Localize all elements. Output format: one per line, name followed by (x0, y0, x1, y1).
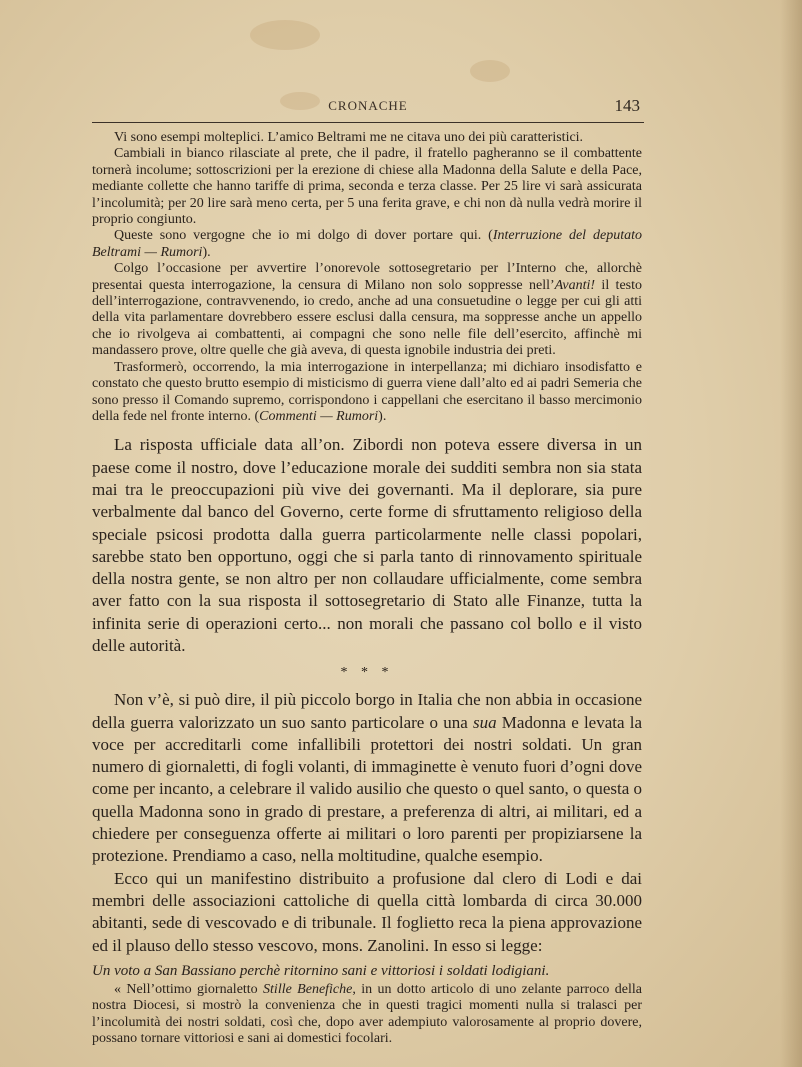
quoted-heading: Un voto a San Bassiano perchè ritornino sani e vittoriosi i soldati lodigiani. (92, 962, 550, 979)
paper-stain (470, 60, 510, 82)
body-paragraph: La risposta ufficiale data all’on. Zibordi non poteva essere diversa in un paese come il nostro, dove l’educazione morale dei sudditi sembra non sia stata mai tra le preoccupazioni più vive dei governanti. Ma il deplorare, sia pure verbalmente dal banco del Governo, certe forme di sfruttamento religioso della speciale psicosi prodotta dalla guerra particolarmente nelle classi popolari, sarebbe stato ben opportuno, oggi che si parla tanto di rinnovamento spirituale della nostra gente, se non altro per non collaudare ufficialmente, come sembra aver fatto con la sua risposta il sottosegretario di Stato alle Finanze, tutta la infinita serie di operazioni certo... non morali che passano col bollo e il visto delle autorità. (92, 435, 642, 655)
italic-text: Stille Benefiche (263, 981, 353, 997)
quote-paragraph (92, 130, 642, 146)
quote-paragraph (92, 360, 642, 426)
running-head: CRONACHE (328, 98, 408, 113)
section-separator: * * * (340, 665, 394, 681)
text-run: Trasformerò, occorrendo, la mia interrogazione in interpellanza; mi dichiaro insodisfatto e constato che questo brutto esempio di misticismo di guerra viene dall’alto ed ai padri Semeria che sono presso il Comando supremo, corrispondono i cappellani che esercitano il basso mercimonio della fede nel fronte interno. ( (92, 359, 642, 424)
italic-text: sua (472, 712, 497, 732)
page-body (92, 130, 642, 1047)
quoted-speech (92, 130, 642, 425)
text-run: Vi sono esempi molteplici. L’amico Beltrami me ne citava uno dei più caratteristici. (114, 130, 584, 145)
quote-paragraph (92, 982, 642, 1048)
paper-stain (250, 20, 320, 50)
quote-paragraph (92, 228, 642, 261)
page-number: 143 (614, 96, 640, 115)
text-run: « Nell’ottimo giornaletto (114, 981, 264, 997)
italic-text: Interruzione del deputato Beltrami — Rumori (92, 228, 642, 260)
body-paragraph: Ecco qui un manifestino distribuito a profusione dal clero di Lodi e dai membri delle associazioni cattoliche di quella città lombarda di circa 30.000 abitanti, sede di vescovado e di tribunale. Il foglietto reca la piena approvazione ed il plauso dello stesso vescovo, mons. Zanolini. In esso si legge: (92, 868, 642, 955)
text-run: ). (202, 244, 211, 260)
quote-paragraph (92, 261, 642, 359)
text-run: ). (378, 408, 387, 424)
italic-text: Avanti! (554, 277, 596, 293)
body-paragraph (92, 689, 642, 867)
text-run: Non v’è, si può dire, il più piccolo borgo in Italia che non abbia in occasione della guerra valorizzato un suo santo particolare o una (92, 690, 642, 732)
text-run: Queste sono vergogne che io mi dolgo di dover portare qui. ( (114, 228, 493, 244)
text-run: Madonna e levata la voce per accreditarli come infallibili protettori dei nostri soldati. Un gran numero di giornaletti, di fogli volanti, di immaginette è venuto fuori d’ogni dove come per incanto, a celebrare il valido ausilio che questo o quel santo, o questa o quella Madonna sono in grado di prestare, a preferenza di altri, ai militari, ed a chiedere per conseguenza offerte ai militari o loro parenti per propiziarsene la protezione. Prendiamo a caso, nella moltitudine, qualche esempio. (92, 712, 642, 866)
page-header (92, 96, 644, 123)
text-run: il testo dell’interrogazione, contravvenendo, io credo, anche ad una consuetudine o legge per cui gli atti della vita parlamentare dovrebbero essere esclusi dalla censura, ma soppresse anche un appello che io rivolgeva ai combattenti, ai compagni che sono nelle file dell’esercito, affinchè mi mandassero prove, oltre quelle che già aveva, di questa ignobile industria dei preti. (92, 277, 642, 359)
text-run: , in un dotto articolo di uno zelante parroco della nostra Diocesi, si mostrò la convenienza che in questi tragici momenti nulla si tralasci per l’incolumità dei nostri soldati, così che, dopo aver adempiuto valorosamente al proprio dovere, possano tornare vittoriosi e sani ai domestici focolari. (92, 981, 642, 1047)
text-run: Cambiali in bianco rilasciate al prete, che il padre, il fratello pagheranno se il combattente tornerà incolume; sottoscrizioni per la erezione di chiese alla Madonna della Salute e della Pace, mediante collette che hanno tariffe di prima, seconda e terza classe. Per 25 lire vi sarà assicurata l’incolumità; per 20 lire sarà meno certa, per 5 una ferita grave, e chi non dà nulla vedrà morire il proprio congiunto. (92, 146, 642, 228)
text-run: Colgo l’occasione per avvertire l’onorevole sottosegretario per l’Interno che, allorchè presentai questa interrogazione, la censura di Milano non solo soppresse nell’ (92, 261, 642, 293)
quote-paragraph (92, 146, 642, 228)
italic-text: Commenti — Rumori (259, 408, 379, 424)
